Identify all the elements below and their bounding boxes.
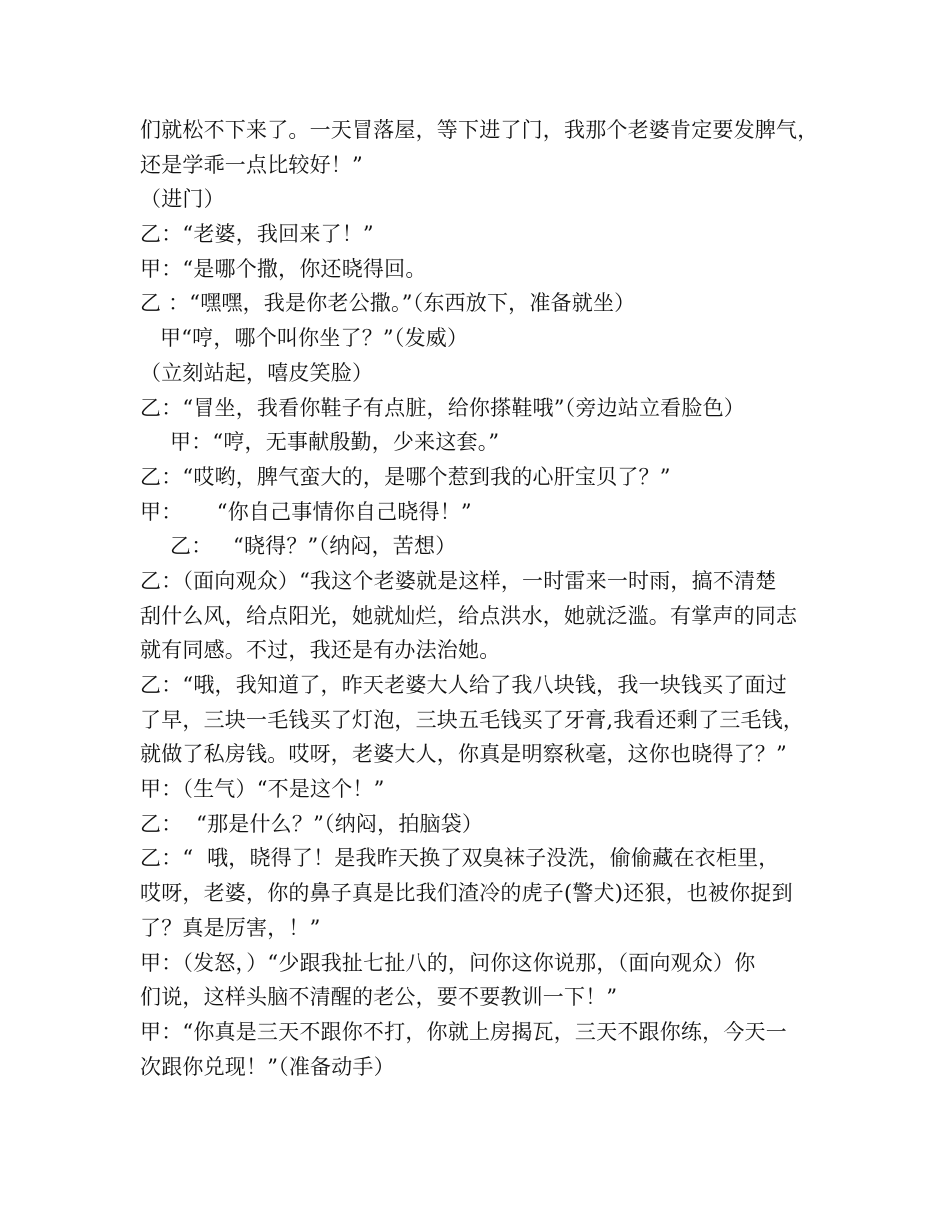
text-line: 刮什么风，给点阳光，她就灿烂，给点洪水，她就泛滥。有掌声的同志 — [140, 603, 798, 628]
dialogue-line: 甲：“你真是三天不跟你不打，你就上房揭瓦，三天不跟你练，今天一 — [140, 1019, 787, 1044]
dialogue-line: 甲：“哼，无事献殷勤，少来这套。” — [170, 430, 500, 455]
text-line: 们就松不下来了。一天冒落屋，等下进了门，我那个老婆肯定要发脾气， — [140, 118, 819, 142]
stage-direction-line: （进门） — [140, 187, 225, 212]
dialogue-line: 乙：“哦，我知道了，昨天老婆大人给了我八块钱，我一块钱买了面过 — [140, 673, 787, 697]
dialogue-line: 甲：（发怒，）“少跟我扯七扯八的，问你这你说那，（面向观众）你 — [140, 950, 756, 975]
dialogue-line: 乙 ：“嘿嘿，我是你老公撒。”（东西放下，准备就坐） — [140, 291, 636, 316]
dialogue-line: 乙：“哎哟，脾气蛮大的，是哪个惹到我的心肝宝贝了？” — [140, 464, 671, 489]
text-line: 就有同感。不过，我还是有办法治她。 — [140, 638, 501, 663]
script-text-body — [140, 113, 820, 1084]
text-line: 就做了私房钱。哎呀，老婆大人，你真是明察秋毫，这你也晓得了？” — [140, 742, 787, 767]
dialogue-line: 乙：“冒坐，我看你鞋子有点脏，给你搽鞋哦”（旁边站立看脸色） — [140, 395, 745, 420]
text-line: 还是学乖一点比较好！” — [140, 152, 363, 177]
dialogue-line: 乙：“老婆，我回来了！” — [140, 222, 374, 247]
dialogue-line: 甲“哼，哪个叫你坐了？”（发威） — [160, 326, 469, 351]
text-line: 哎呀，老婆，你的鼻子真是比我们渣冷的虎子(警犬)还狠，也被你捉到 — [140, 881, 793, 906]
dialogue-line: 甲： “你自己事情你自己晓得！” — [140, 499, 472, 524]
dialogue-line: 乙： “晓得？”（纳闷，苦想） — [170, 534, 457, 559]
stage-direction-line: （立刻站起，嘻皮笑脸） — [140, 360, 374, 385]
dialogue-line: 乙： “那是什么？”（纳闷，拍脑袋） — [140, 811, 484, 836]
dialogue-line: 甲：“是哪个撒，你还晓得回。 — [140, 256, 427, 281]
dialogue-line: 乙：（面向观众）“我这个老婆就是这样，一时雷来一时雨，搞不清楚 — [140, 568, 777, 593]
text-line: 了早，三块一毛钱买了灯泡，三块五毛钱买了牙膏,我看还剩了三毛钱， — [140, 707, 805, 732]
dialogue-line: 甲：（生气）“不是这个！” — [140, 777, 385, 802]
text-line: 们说，这样头脑不清醒的老公，要不要教训一下！” — [140, 985, 618, 1010]
dialogue-line: 乙：“ 哦，晓得了！是我昨天换了双臭袜子没洗，偷偷藏在衣柜里， — [140, 846, 780, 871]
text-line: 了？真是厉害，！” — [140, 915, 321, 940]
text-line: 次跟你兑现！”（准备动手） — [140, 1054, 395, 1079]
